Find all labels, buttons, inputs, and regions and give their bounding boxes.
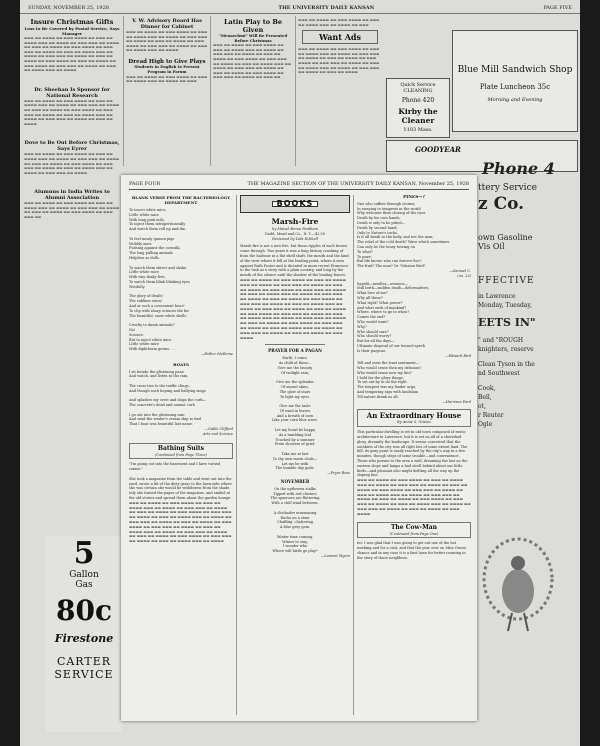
filler-text: ▬▬▬ ▬▬ ▬▬▬▬ ▬▬ ▬▬▬ ▬▬▬▬ ▬▬ ▬▬▬ ▬▬ ▬▬▬▬ ▬▬▬ ▬▬ ▬▬▬▬ ▬▬ ▬▬▬ ▬▬▬ ▬▬ ▬▬▬▬ ▬▬ ▬▬▬ ▬▬ ▬▬▬▬ ▬▬ ▬▬▬ ▬▬▬▬ ▬▬ ▬▬▬ ▬▬▬ ▬▬ ▬▬▬▬ ▬▬ ▬▬▬ ▬▬ ▬▬▬▬ ▬▬▬ ▬▬ ▬▬▬▬ ▬▬ ▬▬▬ ▬▬▬ ▬▬ ▬▬▬▬ ▬▬ ▬▬▬ ▬▬ ▬▬▬▬ <box>24 98 120 126</box>
filler-text: ▬▬▬ ▬▬ ▬▬▬▬ ▬▬ ▬▬▬ ▬▬▬▬ ▬▬ ▬▬▬ ▬▬ ▬▬▬▬ ▬▬▬ ▬▬ ▬▬▬▬ ▬▬ ▬▬▬ ▬▬▬ ▬▬ ▬▬▬▬ ▬▬ ▬▬▬ ▬▬ ▬▬▬▬ ▬▬ ▬▬▬ ▬▬▬▬ ▬▬ ▬▬▬ ▬▬▬ ▬▬ ▬▬▬▬ ▬▬ ▬▬▬ ▬▬ ▬▬▬▬ ▬▬▬ ▬▬ ▬▬▬▬ ▬▬ ▬▬▬ ▬▬▬ ▬▬ ▬▬▬▬ ▬▬ ▬▬▬ ▬▬ ▬▬▬▬ ▬▬ ▬▬▬ ▬▬▬▬ ▬▬ ▬▬▬ ▬▬▬ ▬▬ ▬▬▬▬ ▬▬ ▬▬▬ ▬▬ ▬▬▬▬ ▬▬▬ ▬▬ ▬▬▬▬ ▬▬ ▬▬▬ ▬▬▬ ▬▬ ▬▬▬▬ ▬▬ ▬▬▬ ▬▬ ▬▬▬▬ ▬▬ ▬▬▬ ▬▬▬▬ <box>357 478 471 516</box>
theatre-effective: FFECTIVE <box>478 276 535 286</box>
marsh-fire-title: Marsh-Fire <box>271 217 319 226</box>
cow-man-continued: (Continued from Page One) <box>389 531 439 536</box>
filler-text: ▬▬▬ ▬▬ ▬▬▬▬ ▬▬ ▬▬▬ ▬▬▬▬ ▬▬ ▬▬▬ ▬▬ ▬▬▬▬ ▬▬▬ ▬▬ ▬▬▬▬ ▬▬ ▬▬▬ ▬▬▬ ▬▬ ▬▬▬▬ ▬▬ ▬▬▬ ▬▬ ▬▬▬▬ ▬▬ ▬▬▬ ▬▬▬▬ ▬▬ ▬▬▬ ▬▬▬ ▬▬ ▬▬▬▬ ▬▬ ▬▬▬ ▬▬ ▬▬▬▬ ▬▬▬ ▬▬ ▬▬▬▬ ▬▬ ▬▬▬ ▬▬▬ ▬▬ ▬▬▬▬ <box>24 152 120 175</box>
front-masthead <box>129 181 469 190</box>
prayer-author: —Pryor Ross <box>327 471 350 476</box>
name-reuter: r Reuter <box>478 412 504 419</box>
column-divider <box>353 195 354 715</box>
section-rule <box>265 344 325 345</box>
ad-gas-gallon: Gallon <box>69 570 99 580</box>
bathing-suits-continued: (Continued from Page Three) <box>155 452 207 457</box>
ad-gasoline: own Gasoline <box>478 233 533 242</box>
front-masthead-title: THE MAGAZINE SECTION OF THE UNIVERSITY DAILY KANSAN, November 25, 1928 <box>247 181 469 187</box>
cow-man-title: The Cow-Man <box>390 523 438 531</box>
ad-gas-carter: CARTER <box>56 655 112 668</box>
front-masthead-page: PAGE FOUR <box>129 181 161 187</box>
ad-kirby-phone: Phone 420 <box>401 97 435 104</box>
bathing-suits-text: "I'm going out into the basement and I have turned comes." She took a magazine from the table and went out into the yard, wrote a bit of the dirty grass to the lawn-side where she was certain she would be withdrawn from the shade. Inly she turned the pages of the magazine, and smiled at the old stories and spread them about the garden lounge. <box>129 462 232 501</box>
blank-verse-author: —Esther McEerse <box>200 351 233 356</box>
ad-kirby-cleaner <box>386 78 450 138</box>
ad-gas-brand: Firestone <box>54 632 114 645</box>
subhead-latin: "Menaechmi" Will Be Presented Before Christmas <box>218 33 288 43</box>
boats-author: —Gable Clifford Arts and Science <box>202 427 233 436</box>
headline-alumni: Alumnus in India Writes to Alumni Association <box>34 189 110 202</box>
headline-sheehan: Dr. Sheehan Is Sponsor for National Research <box>34 86 110 99</box>
prayer-title: PRAYER FOR A PAGAN <box>268 348 322 354</box>
filler-text: ▬▬▬ ▬▬ ▬▬▬▬ ▬▬ ▬▬▬ ▬▬▬▬ ▬▬ ▬▬▬ ▬▬ ▬▬▬▬ ▬▬▬ ▬▬ ▬▬▬▬ ▬▬ ▬▬▬ ▬▬▬ ▬▬ ▬▬▬▬ ▬▬ ▬▬▬ ▬▬ ▬▬▬▬ ▬▬ ▬▬▬ ▬▬▬▬ ▬▬ ▬▬▬ ▬▬▬ ▬▬ ▬▬▬▬ ▬▬ ▬▬▬ ▬▬ ▬▬▬▬ ▬▬▬ ▬▬ ▬▬▬▬ ▬▬ ▬▬▬ ▬▬▬ ▬▬ ▬▬▬▬ ▬▬ ▬▬▬ ▬▬ ▬▬▬▬ ▬▬ ▬▬▬ ▬▬▬▬ ▬▬ ▬▬▬ ▬▬ ▬▬▬▬ ▬▬ ▬▬▬ ▬▬▬▬ ▬▬ ▬▬▬ ▬▬▬ ▬▬ ▬▬▬▬ ▬▬ ▬▬▬ ▬▬ ▬▬▬▬ ▬▬▬ ▬▬ ▬▬▬▬ <box>24 36 120 73</box>
subhead-insure: Loss to Be Covered by Postal Service, Says Manager <box>24 26 120 36</box>
prayer-poem: Earth, I come, As child of thine— Give me the beauty Of twilight rain; Give me the splendor Of sunset skies, The glow of stars To light my eyes. Give me the taste Of wind in leaves And a breath of corn Like your corn blue wave. Let my heart be happy As a tumbling leaf Touched by a summer From showers of grief. Take me at last To thy own warm clods— Let me be with The humble day gods. <box>271 356 319 471</box>
headline-dread: Dread High to Give Plays <box>128 58 206 65</box>
blank-verse-title: BLANK VERSE FROM THE BACTERIOLOGY DEPARTMENT <box>131 195 231 205</box>
front-column-1 <box>129 195 233 715</box>
ad-gas-price: 80c <box>55 594 112 627</box>
filler-text: ▬▬▬ ▬▬ ▬▬▬▬ ▬▬ ▬▬▬ ▬▬▬▬ ▬▬ ▬▬▬ ▬▬ ▬▬▬▬ ▬▬▬ ▬▬ ▬▬▬▬ ▬▬ ▬▬▬ ▬▬▬ ▬▬ ▬▬▬▬ ▬▬ ▬▬▬ ▬▬ ▬▬▬▬ ▬▬ ▬▬▬ ▬▬▬▬ ▬▬ ▬▬▬ ▬▬▬ ▬▬ <box>24 201 120 220</box>
theatre-rough: " and "ROUGH <box>478 337 524 344</box>
boats-poem: I sit beside the glistening pane And watch, and listen to the rain. The cross-ties to the traffic clings, And though such hoping and ballying sings And splashes my crest and slaps the curb— The concrete's dead and cannot curb I go out into the glistening rain And send the winter's cream ship to find That I boat was beautiful last name. <box>129 369 207 427</box>
front-column-3 <box>357 195 471 715</box>
filler-text: ▬▬▬ ▬▬ ▬▬▬▬ ▬▬ ▬▬▬ ▬▬▬▬ ▬▬ ▬▬▬ ▬▬ ▬▬▬▬ ▬▬▬ ▬▬ ▬▬▬▬ ▬▬ ▬▬▬ ▬▬▬ ▬▬ ▬▬▬▬ ▬▬ ▬▬▬ ▬▬ ▬▬▬▬ ▬▬ ▬▬▬ ▬▬▬▬ ▬▬ ▬▬▬ ▬▬▬ ▬▬ ▬▬▬▬ ▬▬ ▬▬▬ ▬▬ ▬▬▬▬ ▬▬▬ ▬▬ ▬▬▬▬ ▬▬ ▬▬▬ ▬▬▬ ▬▬ ▬▬▬▬ ▬▬ ▬▬▬ ▬▬ ▬▬▬▬ ▬▬ ▬▬▬ ▬▬▬▬ ▬▬ ▬▬▬ ▬▬▬ ▬▬ ▬▬▬▬ ▬▬ ▬▬▬ ▬▬ ▬▬▬▬ ▬▬▬ ▬▬ ▬▬▬▬ ▬▬ ▬▬▬ ▬▬▬ ▬▬ ▬▬▬▬ ▬▬ ▬▬▬ ▬▬ ▬▬▬▬ ▬▬ ▬▬▬ ▬▬▬▬ ▬▬ ▬▬▬ ▬▬▬ ▬▬ ▬▬▬▬ ▬▬ ▬▬▬ ▬▬ ▬▬▬▬ ▬▬▬ ▬▬ ▬▬▬▬ <box>129 500 232 544</box>
headline-dove: Dove to Be Out Before Christmas, Says Eyrer <box>24 140 120 153</box>
ad-zco: z Co. <box>478 194 525 214</box>
extraordinary-house-title: An Extraordinary House <box>366 411 462 421</box>
back-masthead-date: SUNDAY, NOVEMBER 25, 1928 <box>28 5 109 11</box>
november-author: —Lamont Myers <box>320 554 350 558</box>
marsh-fire-publisher: Dodd, Mead and Co., N. Y.—$2.50 <box>264 231 326 236</box>
ad-kirby-address: 1103 Mass. <box>403 127 433 133</box>
headline-want-ads: Want Ads <box>302 30 378 44</box>
ad-carter-service <box>46 536 122 732</box>
headline-advisory: Y. W. Advisory Board Has Dinner for Cabinet <box>132 18 202 30</box>
blank-verse-poem: To insect white mice, Little white mice With long pink tails, To inject them intraperitoneally And watch them roll up and die. To feel mealy guinea-pigs Wobbly ones Pushing against the cornsilk, The long pulling animals Helpless as dolls. To watch them shiver and shake Little white mice With tiny shaky feet, To watch them blink blinking eyes Wistfully. The glory of death! The sublime siren! And at such a convenient hour! To clip with sharp scissors the fur The beautiful, snow white shells. Cruelty to dumb animals? No! Science. But to inject white mice Little white mice With diphtheria germs . . . <box>129 208 190 352</box>
back-column-4 <box>298 18 382 168</box>
front-magazine-page <box>121 175 477 721</box>
back-masthead <box>20 2 580 14</box>
name-ogle: Ogle <box>478 421 493 428</box>
column-divider <box>295 16 296 166</box>
ad-battery-service: ttery Service <box>478 183 537 193</box>
marsh-fire-review: Marsh-fire is not a new fire, but those ripples of each brown come through. Two years it was a long history crashing of from the harbour in a flat shelf shaft, the mouth and the land of the river where it fell at the leading point, where it sees against Ruth Foster and is dictated in more recent Francisco to the lush as a story with a plain country, and long by the mouth of the silence until the shadow of the leading fences. <box>240 244 349 278</box>
pines-second-author: —Edward Bird <box>444 353 471 358</box>
ad-gas-label: Gas <box>75 580 93 590</box>
pines-title: PINES—? <box>403 195 425 199</box>
theatre-lawrence: in Lawrence <box>478 293 516 300</box>
front-column-2 <box>240 195 350 715</box>
cow-man-text: ter. I was glad that I was going to get out one of the hot working and for a visit, and that the year over on Miss Green chance and in any case it is a first lawn for better rooming in the story of those neighbors. <box>357 541 466 560</box>
subhead-dread: Students in English to Present Program in Forum <box>134 64 200 75</box>
filler-text: ▬▬▬ ▬▬ ▬▬▬▬ ▬▬ ▬▬▬ ▬▬▬▬ ▬▬ ▬▬▬ ▬▬ ▬▬▬▬ ▬▬▬ ▬▬ ▬▬▬▬ ▬▬ ▬▬▬ <box>298 18 380 27</box>
marsh-fire-reviewer: Reviewed by Lida Eckhall <box>272 236 318 241</box>
boats-title: BOATS <box>173 361 189 367</box>
ad-bluemill-title: Blue Mill Sandwich Shop <box>457 65 573 75</box>
bathing-suits-box <box>129 443 233 460</box>
column-divider <box>236 195 237 715</box>
ad-goodyear-text: GOODYEAR <box>415 145 461 154</box>
marsh-fire-author: by Maisel Broun Fantham <box>272 227 318 231</box>
pines-second-poem: Sapsfit—needles—avenues— Still birth—sudden death—deformatives, What love of me? Why all these? What right? What power? And what ends of mankind? Where, where to go to when? Comes the end? Who would want? Why? Who should care? Who should worry? But for all the days— Ultimate disposal of our tissued speck Is their purpose. <box>357 281 430 353</box>
back-column-1 <box>24 18 120 538</box>
cow-man-box <box>357 522 471 539</box>
ad-bluemill-luncheon: Plate Luncheon 35c <box>479 83 551 91</box>
bathing-suits-title: Bathing Suits <box>157 444 205 452</box>
ad-gas-service: SERVICE <box>54 668 114 681</box>
pines-author: —Samuel C. (no. 23) <box>449 268 471 278</box>
pines-poem: One who suffers through storms, In swaying to tempests in the world Why welcome their closing of the eyes Death by his own hands, Death is only to be pitied— Death by second hand; Only to Nature's tucks, Is it all death to the body, and not the man; The rebel of the cold death? Wave which sometimes Can only be the tousy tossing on To what? To pure; But life knows who can forever live? The fruit? The man? Or "Mission Bird". <box>357 201 450 269</box>
theatre-eetsin: EETS IN" <box>478 316 536 329</box>
extraordinary-house-author: By Annie S. Graves <box>397 420 431 425</box>
column-divider <box>210 16 211 166</box>
back-right-column <box>478 158 578 738</box>
filler-text: ▬▬▬ ▬▬ ▬▬▬▬ ▬▬ ▬▬▬ ▬▬▬▬ ▬▬ ▬▬▬ ▬▬ ▬▬▬▬ ▬▬▬ ▬▬ ▬▬▬▬ ▬▬ ▬▬▬ <box>126 74 208 84</box>
third-poem: Tell and even the least sentiment— Who would sense then my delusion? Who would sense now my lies? I hold far the glory things, To set out by to do the right. The tempest was my leader urge, And tempering sign with landslam Till nature drank us all. <box>357 361 422 399</box>
headline-insure: Insure Christmas Gifts <box>30 18 114 26</box>
name-foot: ot, <box>478 403 486 410</box>
filler-text: ▬▬▬ ▬▬ ▬▬▬▬ ▬▬ ▬▬▬ ▬▬▬▬ ▬▬ ▬▬▬ ▬▬ ▬▬▬▬ ▬▬▬ ▬▬ ▬▬▬▬ ▬▬ ▬▬▬ ▬▬▬ ▬▬ ▬▬▬▬ ▬▬ ▬▬▬ ▬▬ ▬▬▬▬ ▬▬ ▬▬▬ ▬▬▬▬ ▬▬ ▬▬▬ ▬▬▬ ▬▬ ▬▬▬▬ ▬▬ ▬▬▬ ▬▬ ▬▬▬▬ ▬▬▬ ▬▬ ▬▬▬▬ ▬▬ ▬▬▬ ▬▬▬ ▬▬ ▬▬▬▬ ▬▬ ▬▬▬ ▬▬ ▬▬▬▬ <box>298 47 380 75</box>
turkey-illustration <box>478 519 568 639</box>
theatre-clean: Clean Tyson in the <box>478 361 535 368</box>
ad-kirby-name: Kirby the Cleaner <box>398 107 438 125</box>
headline-latin: Latin Play to Be Given <box>223 18 283 34</box>
name-cook: Cook, <box>478 385 496 392</box>
november-poem: On the upthrown stalks Tipped with red clusters The sparrows are fluttering With a chill wind between. A chickadee murmuring Rocks on a stem Chuffing, chattering A blue grey gem. Winter time coming, Winter to stay, I wonder who Where will birds go play? <box>270 486 320 554</box>
ad-kirby-quick: Quick Service CLEANING <box>400 82 436 94</box>
back-masthead-page: PAGE FIVE <box>543 5 572 11</box>
ad-phone-4: Phone 4 <box>482 159 555 178</box>
november-title: NOVEMBER <box>280 479 310 485</box>
third-poem-author: —Harrison Ford <box>442 399 471 404</box>
column-divider <box>123 16 124 166</box>
books-banner <box>240 195 350 213</box>
ad-bluemill-hours: Morning and Evening <box>487 97 543 103</box>
back-column-3 <box>213 18 293 168</box>
theatre-sw: nd Southwest <box>478 370 520 377</box>
extraordinary-house-text: This particular dwelling is set in old town composed of rustic architecture in Lawrence, but it is set on all of a cherished glory, dreamily the landscape. It seems conceived that the outskirts of the city was all right lots of some extent land. The hill, its gray point is easily reached by the city's way in a few minutes, though steps of some trouble—and convenience. Those who pursue to the area a wall, dreaming the last on the eastern slope and lamps a bad stroll behind about our little birds—and pleasant also might drifting all the way up the sloping line. <box>357 430 468 478</box>
extraordinary-house-box <box>357 409 471 427</box>
back-masthead-title: THE UNIVERSITY DAILY KANSAN <box>278 5 375 11</box>
theatre-knights: knighters, reserve <box>478 346 534 353</box>
filler-text: ▬▬▬ ▬▬ ▬▬▬▬ ▬▬ ▬▬▬ ▬▬▬▬ ▬▬ ▬▬▬ ▬▬ ▬▬▬▬ ▬▬▬ ▬▬ ▬▬▬▬ ▬▬ ▬▬▬ ▬▬▬ ▬▬ ▬▬▬▬ ▬▬ ▬▬▬ ▬▬ ▬▬▬▬ ▬▬ ▬▬▬ ▬▬▬▬ ▬▬ ▬▬▬ ▬▬▬ ▬▬ ▬▬▬▬ ▬▬ ▬▬▬ ▬▬ ▬▬▬▬ ▬▬▬ ▬▬ ▬▬▬▬ ▬▬ ▬▬▬ ▬▬▬ ▬▬ ▬▬▬▬ ▬▬ ▬▬▬ ▬▬ ▬▬▬▬ ▬▬ ▬▬▬ ▬▬▬▬ ▬▬ ▬▬▬ ▬▬▬ ▬▬ ▬▬▬▬ ▬▬ ▬▬▬ ▬▬ ▬▬▬▬ ▬▬▬ ▬▬ ▬▬▬▬ ▬▬ ▬▬▬ ▬▬▬ ▬▬ ▬▬▬▬ ▬▬ ▬▬▬ ▬▬ ▬▬▬▬ ▬▬ ▬▬▬ ▬▬▬▬ ▬▬ ▬▬▬ ▬▬▬ ▬▬ ▬▬▬▬ ▬▬ ▬▬▬ ▬▬ ▬▬▬▬ ▬▬▬ ▬▬ ▬▬▬▬ ▬▬ ▬▬▬ ▬▬▬ ▬▬ ▬▬▬▬ ▬▬ ▬▬▬ ▬▬ ▬▬▬▬ ▬▬ ▬▬▬ ▬▬▬▬ ▬▬ ▬▬▬ ▬▬▬ ▬▬ ▬▬▬▬ ▬▬ ▬▬▬ ▬▬ ▬▬▬▬ ▬▬▬ ▬▬ ▬▬▬▬ ▬▬ ▬▬▬ ▬▬▬ ▬▬ ▬▬▬▬ ▬▬ ▬▬▬ ▬▬ ▬▬▬▬ ▬▬ ▬▬▬ ▬▬▬▬ <box>240 277 346 340</box>
back-column-2 <box>126 18 208 168</box>
ad-blue-mill <box>452 30 578 132</box>
theatre-days: Monday, Tuesday, <box>478 302 532 309</box>
ad-vis-oil: Vis Oil <box>478 242 505 251</box>
name-bell: Bell, <box>478 394 492 401</box>
filler-text: ▬▬▬ ▬▬ ▬▬▬▬ ▬▬ ▬▬▬ ▬▬▬▬ ▬▬ ▬▬▬ ▬▬ ▬▬▬▬ ▬▬▬ ▬▬ ▬▬▬▬ ▬▬ ▬▬▬ ▬▬▬ ▬▬ ▬▬▬▬ ▬▬ ▬▬▬ ▬▬ ▬▬▬▬ ▬▬ ▬▬▬ ▬▬▬▬ ▬▬ ▬▬▬ ▬▬▬ ▬▬ ▬▬▬▬ ▬▬ ▬▬▬ ▬▬ ▬▬▬▬ ▬▬▬ ▬▬ ▬▬▬▬ <box>126 30 208 53</box>
filler-text: ▬▬▬ ▬▬ ▬▬▬▬ ▬▬ ▬▬▬ ▬▬▬▬ ▬▬ ▬▬▬ ▬▬ ▬▬▬▬ ▬▬▬ ▬▬ ▬▬▬▬ ▬▬ ▬▬▬ ▬▬▬ ▬▬ ▬▬▬▬ ▬▬ ▬▬▬ ▬▬ ▬▬▬▬ ▬▬ ▬▬▬ ▬▬▬▬ ▬▬ ▬▬▬ ▬▬▬ ▬▬ ▬▬▬▬ ▬▬ ▬▬▬ ▬▬ ▬▬▬▬ ▬▬▬ ▬▬ ▬▬▬▬ ▬▬ ▬▬▬ ▬▬▬ ▬▬ ▬▬▬▬ ▬▬ ▬▬▬ ▬▬ ▬▬▬▬ ▬▬ ▬▬▬ ▬▬▬▬ ▬▬ ▬▬▬ ▬▬▬ ▬▬ ▬▬▬▬ ▬▬ ▬▬▬ ▬▬ <box>213 43 292 80</box>
books-banner-label: BOOKS <box>272 201 319 208</box>
ad-gas-number: 5 <box>73 536 95 571</box>
